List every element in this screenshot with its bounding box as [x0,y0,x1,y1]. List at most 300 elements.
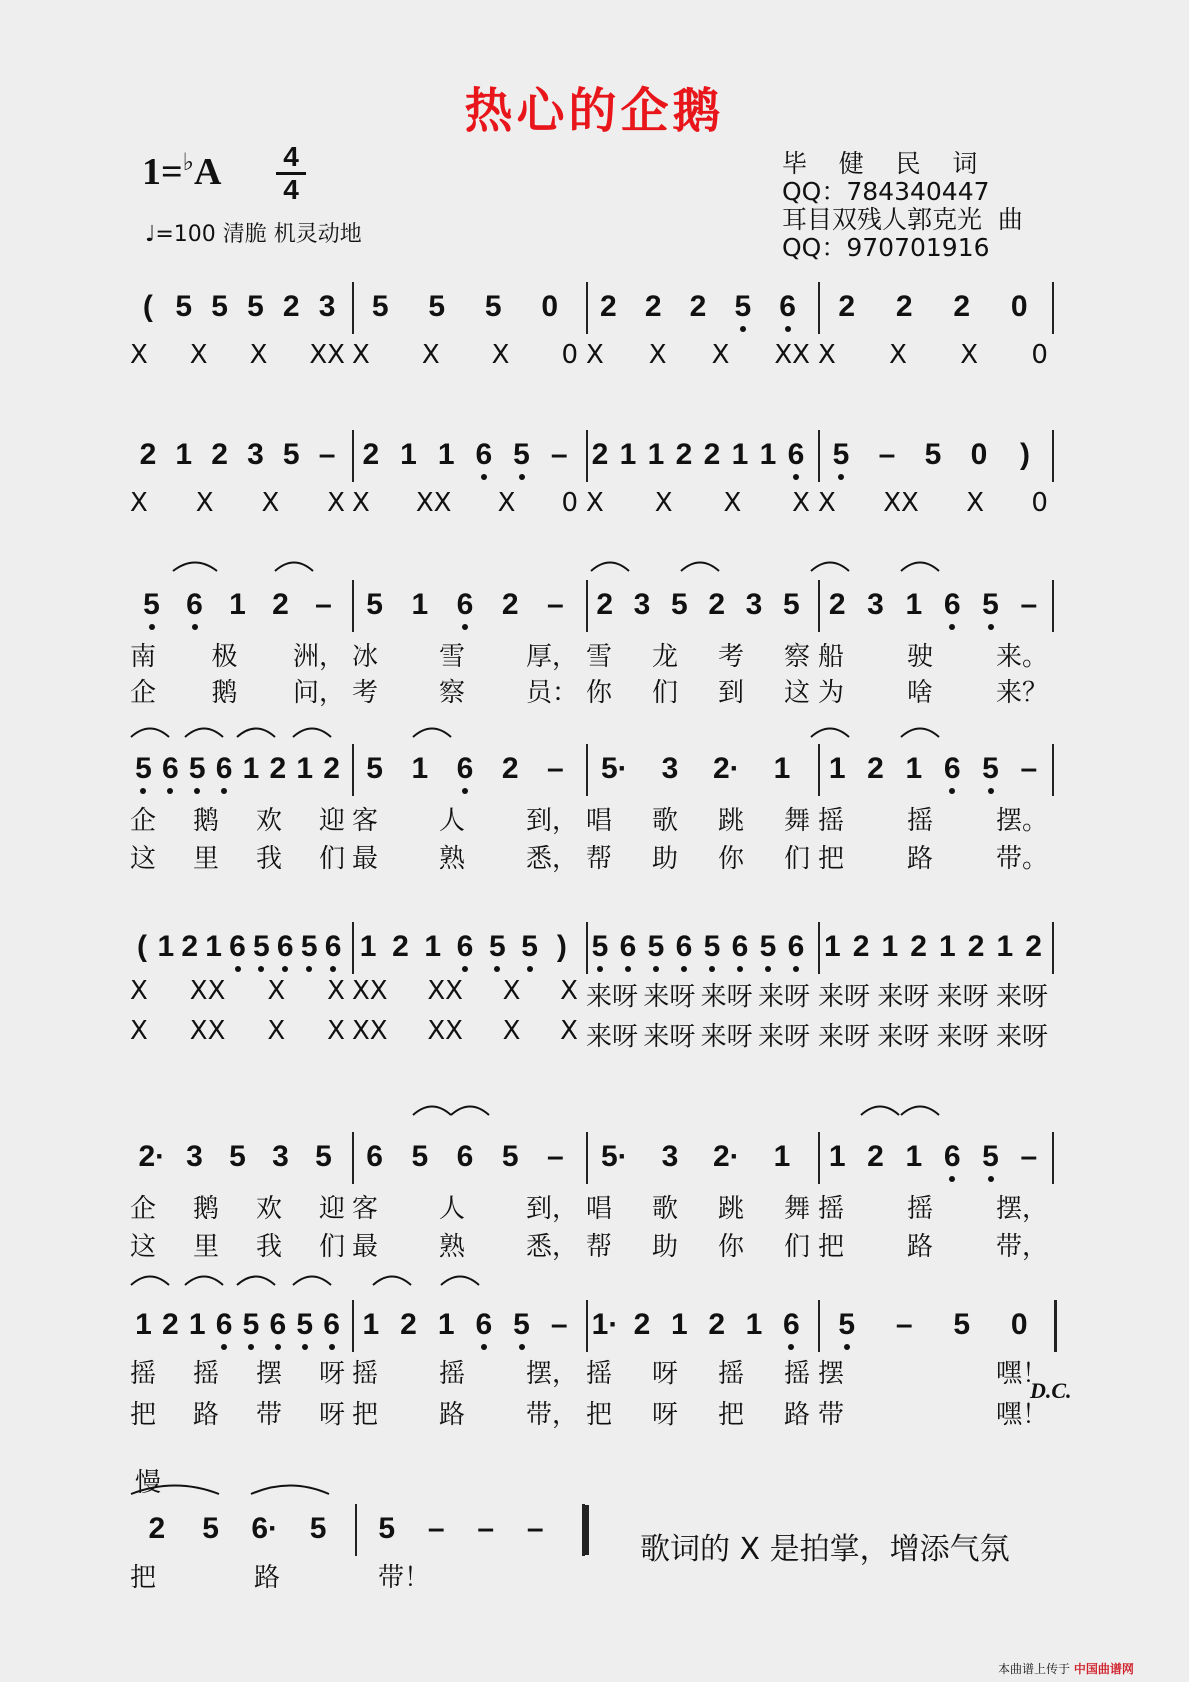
note: 6 [475,1308,493,1341]
slur-mark [412,724,452,738]
barline [818,1132,820,1184]
slur-mark [274,558,314,572]
note: 5 [202,1512,219,1545]
lyric-syllable: XX [427,976,463,1006]
lyric-syllable: 察 [783,642,810,672]
note: 1 [828,1140,846,1173]
note: 5 [513,1308,530,1341]
note: 2· [713,752,740,785]
lyric-syllable: X [889,340,907,370]
barline [352,1300,354,1352]
lyric-line-1 [352,976,578,1006]
end-barline [585,1505,589,1555]
lyric-syllable: 里 [192,1232,219,1262]
lyric-line-2 [586,672,810,709]
note: 5· [601,752,628,785]
barline [352,580,354,632]
note: 6 [782,1308,800,1341]
note: 2 [703,438,721,471]
slur-mark [900,1102,940,1116]
lyric-syllable: 们 [318,844,345,874]
note: 2 [148,1512,166,1545]
note: 1 [647,438,665,471]
slur-mark [184,1272,224,1286]
lyric-syllable: X [352,340,370,370]
note: 0 [970,438,988,471]
note: 3 [745,588,763,621]
lyric-syllable: X [267,976,286,1006]
note: 2· [713,1140,740,1173]
note: 5 [371,290,389,323]
slur-mark [810,724,850,738]
lyric-line-2 [818,1394,1048,1431]
note: 5 [300,930,318,963]
lyric-syllable: 迎 [318,1194,345,1224]
note: 3 [661,752,679,785]
note: 2 [967,930,985,963]
note: 5 [282,438,300,471]
note: 2· [138,1140,166,1173]
note: – [547,752,564,785]
lyric-syllable: XX [309,340,345,370]
lyric-syllable: 龙 [651,642,678,672]
lyric-syllable: 摇 [818,806,845,836]
octave-dot [140,788,146,794]
lyric-syllable: 到 [717,678,744,708]
meter-top: 4 [283,141,299,172]
note: – [1020,588,1038,621]
note: 2 [139,438,157,471]
note: 1 [905,1140,923,1173]
note: 5 [591,930,609,963]
note: 1 [773,752,791,785]
lyric-syllable: 雪 [586,642,613,672]
note: 6 [943,752,961,785]
note: 1 [296,752,314,785]
lyric-syllable: 把 [818,844,845,874]
note: 1 [411,588,429,621]
note: 5 [782,588,800,621]
lyric-line-1 [130,1188,345,1225]
lyric-line-1 [352,340,578,370]
lyric-syllable: 摇 [906,806,933,836]
lyric-syllable: 啥 [906,678,933,708]
lyric-syllable: X [497,488,516,518]
note: 5 [411,1140,429,1173]
lyric-syllable: XX [352,976,388,1006]
lyric-syllable: 路 [783,1400,810,1430]
octave-dot [788,1344,794,1350]
lyric-syllable: 带！ [377,1563,430,1593]
lyric-line-1 [818,976,1048,1013]
octave-dot [519,1344,525,1350]
note: 5 [484,290,502,323]
key-note: A [193,151,222,193]
note: 5 [734,290,752,323]
note: – [1020,752,1038,785]
octave-dot [221,1344,227,1350]
note: 5 [982,1140,999,1173]
note: 2 [600,290,617,323]
octave-dot [258,966,264,972]
lyric-syllable: X [723,488,742,518]
note: 6 [366,1140,383,1173]
lyric-syllable: 嘿！ [995,1359,1048,1389]
lyric-syllable: X [491,340,510,370]
lyric-syllable: 路 [253,1563,280,1593]
barline [352,744,354,796]
barline [586,282,588,334]
note: 1 [759,438,777,471]
lyric-syllable: 摇 [783,1359,810,1389]
lyric-syllable: 摇 [192,1359,219,1389]
note: 6 [161,752,179,785]
note: 5 [296,1308,314,1341]
lyric-line-2 [130,1394,345,1431]
note: 1 [905,588,923,621]
slur-mark [130,724,170,738]
lyric-syllable: 员： [525,678,578,708]
lyric-syllable: 这 [130,844,157,874]
note: 5 [953,1308,971,1341]
lyric-syllable: X [654,488,673,518]
octave-dot [481,1344,487,1350]
note: 5 [982,588,999,621]
lyric-syllable: 察 [438,678,465,708]
lyric-line-1 [586,636,810,673]
lyric-line-2 [352,838,578,875]
lyric-syllable: 船 [818,642,845,672]
lyric-syllable: XX [189,1016,226,1046]
note: 0 [1010,290,1028,323]
lyric-syllable: X [327,488,345,518]
note: 2 [828,588,846,621]
note: 5 [188,752,206,785]
lyric-line-2 [818,1226,1048,1263]
lyric-syllable: 把 [130,1563,157,1593]
note: 1 [619,438,637,471]
note: 2 [269,752,287,785]
note: 3 [247,438,264,471]
barline [1052,580,1054,632]
slur-mark [236,1272,276,1286]
note: – [427,1512,445,1545]
lyric-syllable: 人 [438,1194,465,1224]
note: 3 [272,1140,289,1173]
octave-dot [275,1344,281,1350]
lyric-syllable: 摇 [586,1359,613,1389]
lyric-syllable: 摇 [906,1194,933,1224]
note: 2 [161,1308,179,1341]
note: ( [142,290,153,323]
note: 2 [633,1308,651,1341]
lyric-syllable: 鹅 [192,806,219,836]
lyric-syllable: 摇 [352,1359,379,1389]
slur-mark [900,558,940,572]
octave-dot [282,966,288,972]
lyric-syllable: 人 [438,806,465,836]
note: 2 [282,290,300,323]
note: 2 [867,752,884,785]
note: 3 [867,588,884,621]
lyric-line-1 [818,488,1048,518]
lyric-line-1 [352,1353,578,1390]
note: 1 [135,1308,152,1341]
lyric-syllable: 来呀 [586,1022,639,1052]
lyric-line-1 [130,800,345,837]
lyric-syllable: 带， [995,1232,1048,1262]
octave-dot [330,966,336,972]
lyric-syllable: X [502,1016,521,1046]
note: 6 [779,290,796,323]
note: 1 [411,752,429,785]
note: 1 [773,1140,791,1173]
lyric-syllable: X [130,340,148,370]
note: 2 [1025,930,1042,963]
lyric-line-1 [818,636,1048,673]
note: 6 [229,930,246,963]
lyric-syllable: 冰 [352,642,379,672]
note: 5 [143,588,160,621]
note: 6 [731,930,749,963]
slur-mark [292,1272,332,1286]
barline [586,744,588,796]
lyric-syllable: X [792,488,810,518]
lyric-line-2 [818,1016,1048,1053]
note: 5 [211,290,228,323]
note: 1 [939,930,956,963]
lyric-syllable: X [130,1016,148,1046]
note: 3 [186,1140,203,1173]
lyric-syllable: 雪 [438,642,465,672]
lyric-syllable: 这 [130,1232,157,1262]
note: 5 [982,752,999,785]
lyric-syllable: X [195,488,214,518]
lyric-syllable: 欢 [255,806,282,836]
note: 1 [996,930,1014,963]
composer-credit: 耳目双残人郭克光 曲 [782,205,1023,234]
lyric-syllable: 到， [525,806,578,836]
note: 1 [242,752,260,785]
lyric-line-1 [586,1353,810,1390]
lyric-syllable: 最 [352,1232,379,1262]
note: 2 [501,752,519,785]
lyric-line-2 [130,1016,345,1046]
barline [1052,282,1054,334]
slur-mark [184,724,224,738]
lyric-syllable: 来。 [995,642,1048,672]
note: 6 [324,930,342,963]
lyric-syllable: 助 [651,844,678,874]
key-label: 1= [142,151,183,193]
lyric-syllable: X [267,1016,286,1046]
slur-mark [292,724,332,738]
lyric-syllable: 熟 [438,1232,465,1262]
lyric-syllable: 歌 [651,806,678,836]
note: – [550,1308,568,1341]
note: 2 [596,588,613,621]
note: 5 [366,752,383,785]
lyric-syllable: 欢 [255,1194,282,1224]
octave-dot [248,1344,254,1350]
slur-mark [412,1102,452,1116]
lyric-syllable: 0 [1031,488,1048,518]
note: 1 [229,588,246,621]
slur-mark [900,724,940,738]
barline [1052,430,1054,482]
note: 1 [437,1308,455,1341]
note: 5 [309,1512,327,1545]
barline [818,744,820,796]
lyric-syllable: X [586,488,604,518]
lyric-syllable: 这 [783,678,810,708]
slur-mark [172,558,218,572]
note: 2 [591,438,609,471]
lyric-syllable: X [249,340,268,370]
lyric-syllable: 舞 [783,1194,810,1224]
lyric-syllable: 帮 [586,1232,613,1262]
note: – [318,438,336,471]
lyric-line-1 [586,1188,810,1225]
octave-dot [709,966,715,972]
octave-dot [597,966,603,972]
note: 2 [211,438,228,471]
note: 5 [832,438,850,471]
note: – [878,438,896,471]
lyric-syllable: 你 [586,678,613,708]
footer-brand: 中国曲谱网 [1073,1662,1134,1676]
lyric-line-1 [818,1353,1048,1390]
note: 5 [229,1140,246,1173]
lyric-line-1 [818,1188,1048,1225]
lyric-syllable: 助 [651,1232,678,1262]
note: 5· [601,1140,628,1173]
note: 6 [186,588,203,621]
barline [1052,922,1054,974]
lyric-syllable: 歌 [651,1194,678,1224]
octave-dot [221,788,227,794]
composer-qq: QQ：970701916 [782,233,990,262]
lyric-line-1 [586,340,810,370]
lyric-syllable: 来呀 [877,1022,930,1052]
octave-dot [167,788,173,794]
lyric-syllable: 鹅 [192,1194,219,1224]
lyric-syllable: X [421,340,440,370]
lyric-syllable: 企 [130,1194,157,1224]
slur-mark [372,1272,412,1286]
lyric-line-2 [352,1394,578,1431]
lyric-line-1 [586,800,810,837]
barline [1052,1132,1054,1184]
barline [818,430,820,482]
octave-dot [844,1344,850,1350]
slur-mark [810,558,850,572]
octave-dot [306,966,312,972]
lyric-syllable: XX [774,340,810,370]
lyric-syllable: 路 [906,844,933,874]
lyric-line-1 [130,488,345,518]
octave-dot [949,624,955,630]
lyric-syllable: 来呀 [877,982,930,1012]
note: 1 [824,930,841,963]
lyric-syllable: X [818,488,836,518]
slur-mark [440,1272,480,1286]
lyric-syllable: 里 [192,844,219,874]
note: – [315,588,332,621]
note: 5 [670,588,688,621]
note: 2 [501,588,519,621]
clap-note: 歌词的 X 是拍掌，增添气氛 [640,1532,1010,1567]
note: 6 [787,438,805,471]
barline [818,922,820,974]
lyric-line-2 [586,1226,810,1263]
lyric-syllable: 帮 [586,844,613,874]
lyric-line-2 [586,838,810,875]
barline [586,580,588,632]
note: 6 [276,930,294,963]
note: 6· [251,1512,279,1545]
octave-dot [194,788,200,794]
lyric-syllable: 来呀 [700,982,753,1012]
lyric-syllable: 来呀 [643,1022,696,1052]
lyric-syllable: 来？ [995,678,1048,708]
note: 2 [953,290,971,323]
lyric-syllable: 唱 [586,1194,613,1224]
note: 6 [943,1140,961,1173]
note: 2 [392,930,409,963]
barline [352,1132,354,1184]
note: 1· [591,1308,619,1341]
barline [586,430,588,482]
flat-icon: ♭ [182,150,194,176]
note: 5 [378,1512,396,1545]
lyric-syllable: 客 [352,806,379,836]
octave-dot [765,966,771,972]
barline [586,922,588,974]
slur-mark [450,1102,490,1116]
note: 2 [272,588,289,621]
lyric-line-1 [130,636,345,673]
lyric-syllable: X [130,488,148,518]
lyric-syllable: 来呀 [643,982,696,1012]
note: 6 [475,438,493,471]
octave-dot [793,966,799,972]
note: 2 [895,290,913,323]
slur-mark [860,1102,900,1116]
barline [355,1504,357,1556]
note: 2 [852,930,870,963]
note: 5 [253,930,270,963]
octave-dot [740,326,746,332]
note: 6 [215,1308,233,1341]
octave-dot [302,1344,308,1350]
lyric-line-2 [352,1016,578,1046]
lyric-syllable: 我 [255,1232,282,1262]
lyric-syllable: 们 [783,1232,810,1262]
lyric-syllable: 把 [130,1400,157,1430]
lyric-line-1 [586,976,810,1013]
octave-dot [737,966,743,972]
octave-dot [988,788,994,794]
note: 6 [943,588,961,621]
note: 1 [362,1308,380,1341]
barline [818,1300,820,1352]
lyric-syllable: 呀 [318,1359,345,1389]
note: 1 [175,438,193,471]
lyric-syllable: 考 [717,642,744,672]
note: 5 [135,752,152,785]
lyric-syllable: 把 [352,1400,379,1430]
